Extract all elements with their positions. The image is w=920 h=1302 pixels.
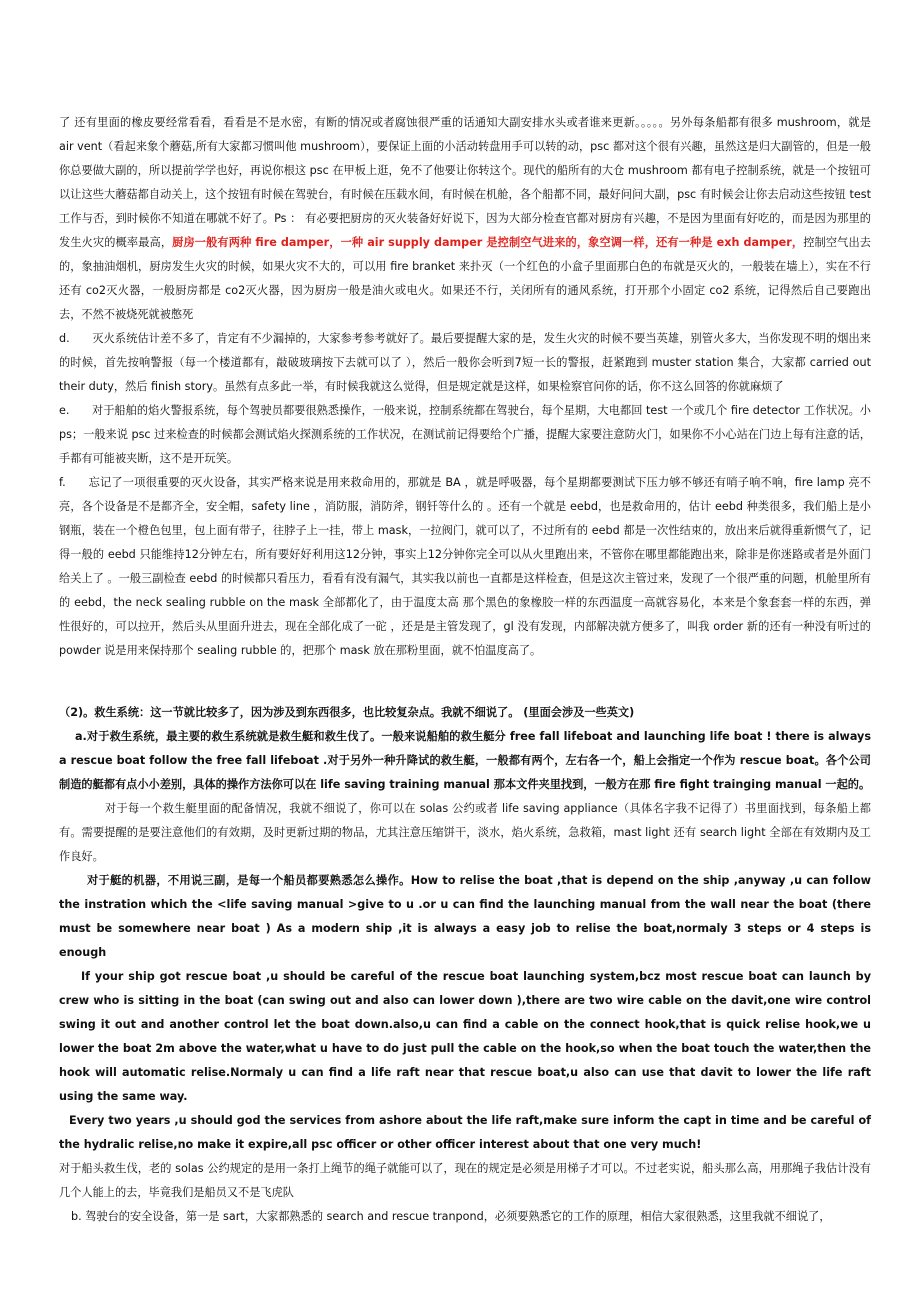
- paragraph-2a-rescue-boat: If your ship got rescue boat ,u should be careful of the rescue boat launching system,bcz most rescue boat can launch by crew who is sitting in the boat (can swing out and also can lower down ),there are two wire cable on the davit,one wire control swing it out and another control let the boat down.also,u can find a cable on the connect hook,that is quick relise hook,we u lower the boat 2m above the water,what u have to do just pull the cable on the hook,so when the boat touch the water,then the hook will automatic relise.Normaly u can find a life raft near that rescue boat,u also can use that davit to lower the life raft using the same way.: [59, 970, 871, 1103]
- paragraph-2a-boat-machinery: 对于艇的机器，不用说三副，是每一个船员都要熟悉怎么操作。How to relise the boat ,that is depend on the ship ,anyway ,u can follow the instration which the <life saving manual >give to u .or u can find the launching manual from the wall near the boat (there must be somewhere near boat ) As a modern ship ,it is always a easy job to relise the boat,normaly 3 steps or 4 steps is enough: [59, 874, 871, 959]
- text-fire-damper-highlight: 厨房一般有两种 fire damper，一种 air supply damper 是控制空气进来的，象空调一样，还有一种是 exh damper，: [172, 236, 804, 249]
- paragraph-2b-bridge-safety: b. 驾驶台的安全设备，第一是 sart，大家都熟悉的 search and rescue tranpond，必须要熟悉它的工作的原理，相信大家很熟悉，这里我就不细说了，: [71, 1210, 831, 1223]
- section-2-heading: （2)。救生系统：这一节就比较多了，因为涉及到东西很多，也比较复杂点。我就不细说了。 (里面会涉及一些英文): [59, 706, 635, 719]
- paragraph-d-fire-alarm: d. 灭火系统估计差不多了，肯定有不少漏掉的，大家参考参考就好了。最后要提醒大家的是，发生火灾的时候不要当英雄，别管火多大，当你发现不明的烟出来的时候，首先按响警报（每一个楼道都有，敲破玻璃按下去就可以了 ），然后一般你会听到7短一长的警报，赶紧跑到 muster station 集合，大家都 carried out their duty，然后 finish story。虽然有点多此一举，有时候我就这么觉得，但是规定就是这样，如果检察官问你的话，你不这么回答的你就麻烦了: [59, 332, 871, 393]
- paragraph-galley-fire: [59, 111, 871, 327]
- paragraph-2a-lifeboat-equipment: 对于每一个救生艇里面的配备情况，我就不细说了，你可以在 solas 公约或者 life saving appliance（具体名字我不记得了）书里面找到，每条船上都有。需要提醒的是要注意他们的有效期，及时更新过期的物品，尤其注意压缩饼干，淡水，焰火系统，急救箱，mast light 还有 search light 全部在有效期内及工作良好。: [59, 802, 871, 863]
- document-page: [59, 111, 871, 1229]
- section-gap: [59, 663, 871, 701]
- paragraph-f-breathing-apparatus: f. 忘记了一项很重要的灭火设备，其实严格来说是用来救命用的，那就是 BA ，就是呼吸器，每个星期都要测试下压力够不够还有哨子响不响，fire lamp 亮不亮，各个设备是不是都齐全，安全帽，safety line ，消防服，消防斧，钢钎等什么的 。还有一个就是 eebd，也是救命用的，估计 eebd 种类很多，我们船上是小钢瓶，装在一个橙色包里，包上面有带子，往脖子上一挂，带上 mask，一拉阀门，就可以了，不过所有的 eebd 都是一次性结束的，放出来后就得重新惯气了，记得一般的 eebd 只能维持12分钟左右，所有要好好利用这12分钟，事实上12分钟你完全可以从火里跑出来，不管你在哪里都能跑出来，除非是你迷路或者是外面门给关上了 。一般三副检查 eebd 的时候都只看压力，看看有没有漏气，其实我以前也一直都是这样检查，但是这次主管过来，发现了一个很严重的问题，机舱里所有的 eebd，the neck sealing rubble on the mask 全部都化了，由于温度太高 那个黑色的象橡胶一样的东西温度一高就容易化，本来是个象套套一样的东西，弹性很好的，可以拉开，然后头从里面升进去，现在全部化成了一砣 ，还是是主管发现了，gl 没有发现，内部解决就方便多了，叫我 order 新的还有一种没有听过的 powder 说是用来保持那个 sealing rubble 的，把那个 mask 放在那粉里面，就不怕温度高了。: [59, 476, 871, 657]
- paragraph-2a-lifeboats: a.对于救生系统，最主要的救生系统就是救生艇和救生伐了。一般来说船舶的救生艇分 free fall lifeboat and launching life boat ! there is always a rescue boat follow the free fall lifeboat .对于另外一种升降试的救生艇，一般都有两个，左右各一个，船上会指定一个作为 rescue boat。各个公司制造的艇都有点小小差别，具体的操作方法你可以在 life saving training manual 那本文件夹里找到，一般方在那 fire fight trainging manual 一起的。: [59, 730, 871, 791]
- paragraph-e-fire-detector: e. 对于船舶的焰火警报系统，每个驾驶员都要很熟悉操作，一般来说，控制系统都在驾驶台，每个星期，大电都回 test 一个或几个 fire detector 工作状况。小 ps；一般来说 psc 过来检查的时候都会测试焰火探测系统的工作状况，在测试前记得要给个广播，提醒大家要注意防火门，如果你不小心站在门边上每有注意的话，手都有可能被夹断，这不是开玩笑。: [59, 404, 871, 465]
- text-galley-intro: 了 还有里面的橡皮要经常看看，看看是不是水密，有断的情况或者腐蚀很严重的话通知大副安排水头或者谁来更新。。。。。另外每条船都有很多 mushroom，就是 air vent（看起来象个蘑菇,所有大家都习惯叫他 mushroom），要保证上面的小活动转盘用手可以转的动，psc 都对这个很有兴趣，虽然这是归大副管的，但是一般你总要做大副的，所以提前学学也好，再说你根这 psc 在甲板上逛，免不了他要让你转这个。现代的船所有的大仓 mushroom 都有电子控制系统，就是一个按钮可以让这些大蘑菇都自动关上，这个按钮有时候在驾驶台，有时候在压载水间，有时候在机舱，各个船都不同，最好问问大副，psc 有时候会让你去启动这些按钮 test 工作与否，到时候你不知道在哪就不好了。Ps ： 有必要把厨房的灭火装备好好说下，因为大部分检查官都对厨房有兴趣，不是因为里面有好吃的，而是因为那里的发生火灾的概率最高，: [59, 116, 871, 249]
- paragraph-2a-bow-raft: 对于船头救生伐，老的 solas 公约规定的是用一条打上绳节的绳子就能可以了，现在的规定是必须是用梯子才可以。不过老实说，船头那么高，用那绳子我估计没有几个人能上的去，毕竟我们是船员又不是飞虎队: [59, 1162, 871, 1199]
- text-galley-rest: 控制空气出去的，象抽油烟机，厨房发生火灾的时候，如果火灾不大的，可以用 fire branket 来扑灭（一个红色的小盒子里面那白色的布就是灭火的，一般装在墙上），实在不行还有 co2灭火器，一般厨房都是 co2灭火器，因为厨房一般是油火或电火。如果还不行，关闭所有的通风系统，打开那个小固定 co2 系统，记得然后自己要跑出去，不然不被烧死就被憋死: [59, 236, 871, 321]
- paragraph-2a-life-raft-service: Every two years ,u should god the services from ashore about the life raft,make sure inform the capt in time and be careful of the hydralic relise,no make it expire,all psc officer or other officer interest about that one very much!: [59, 1114, 871, 1151]
